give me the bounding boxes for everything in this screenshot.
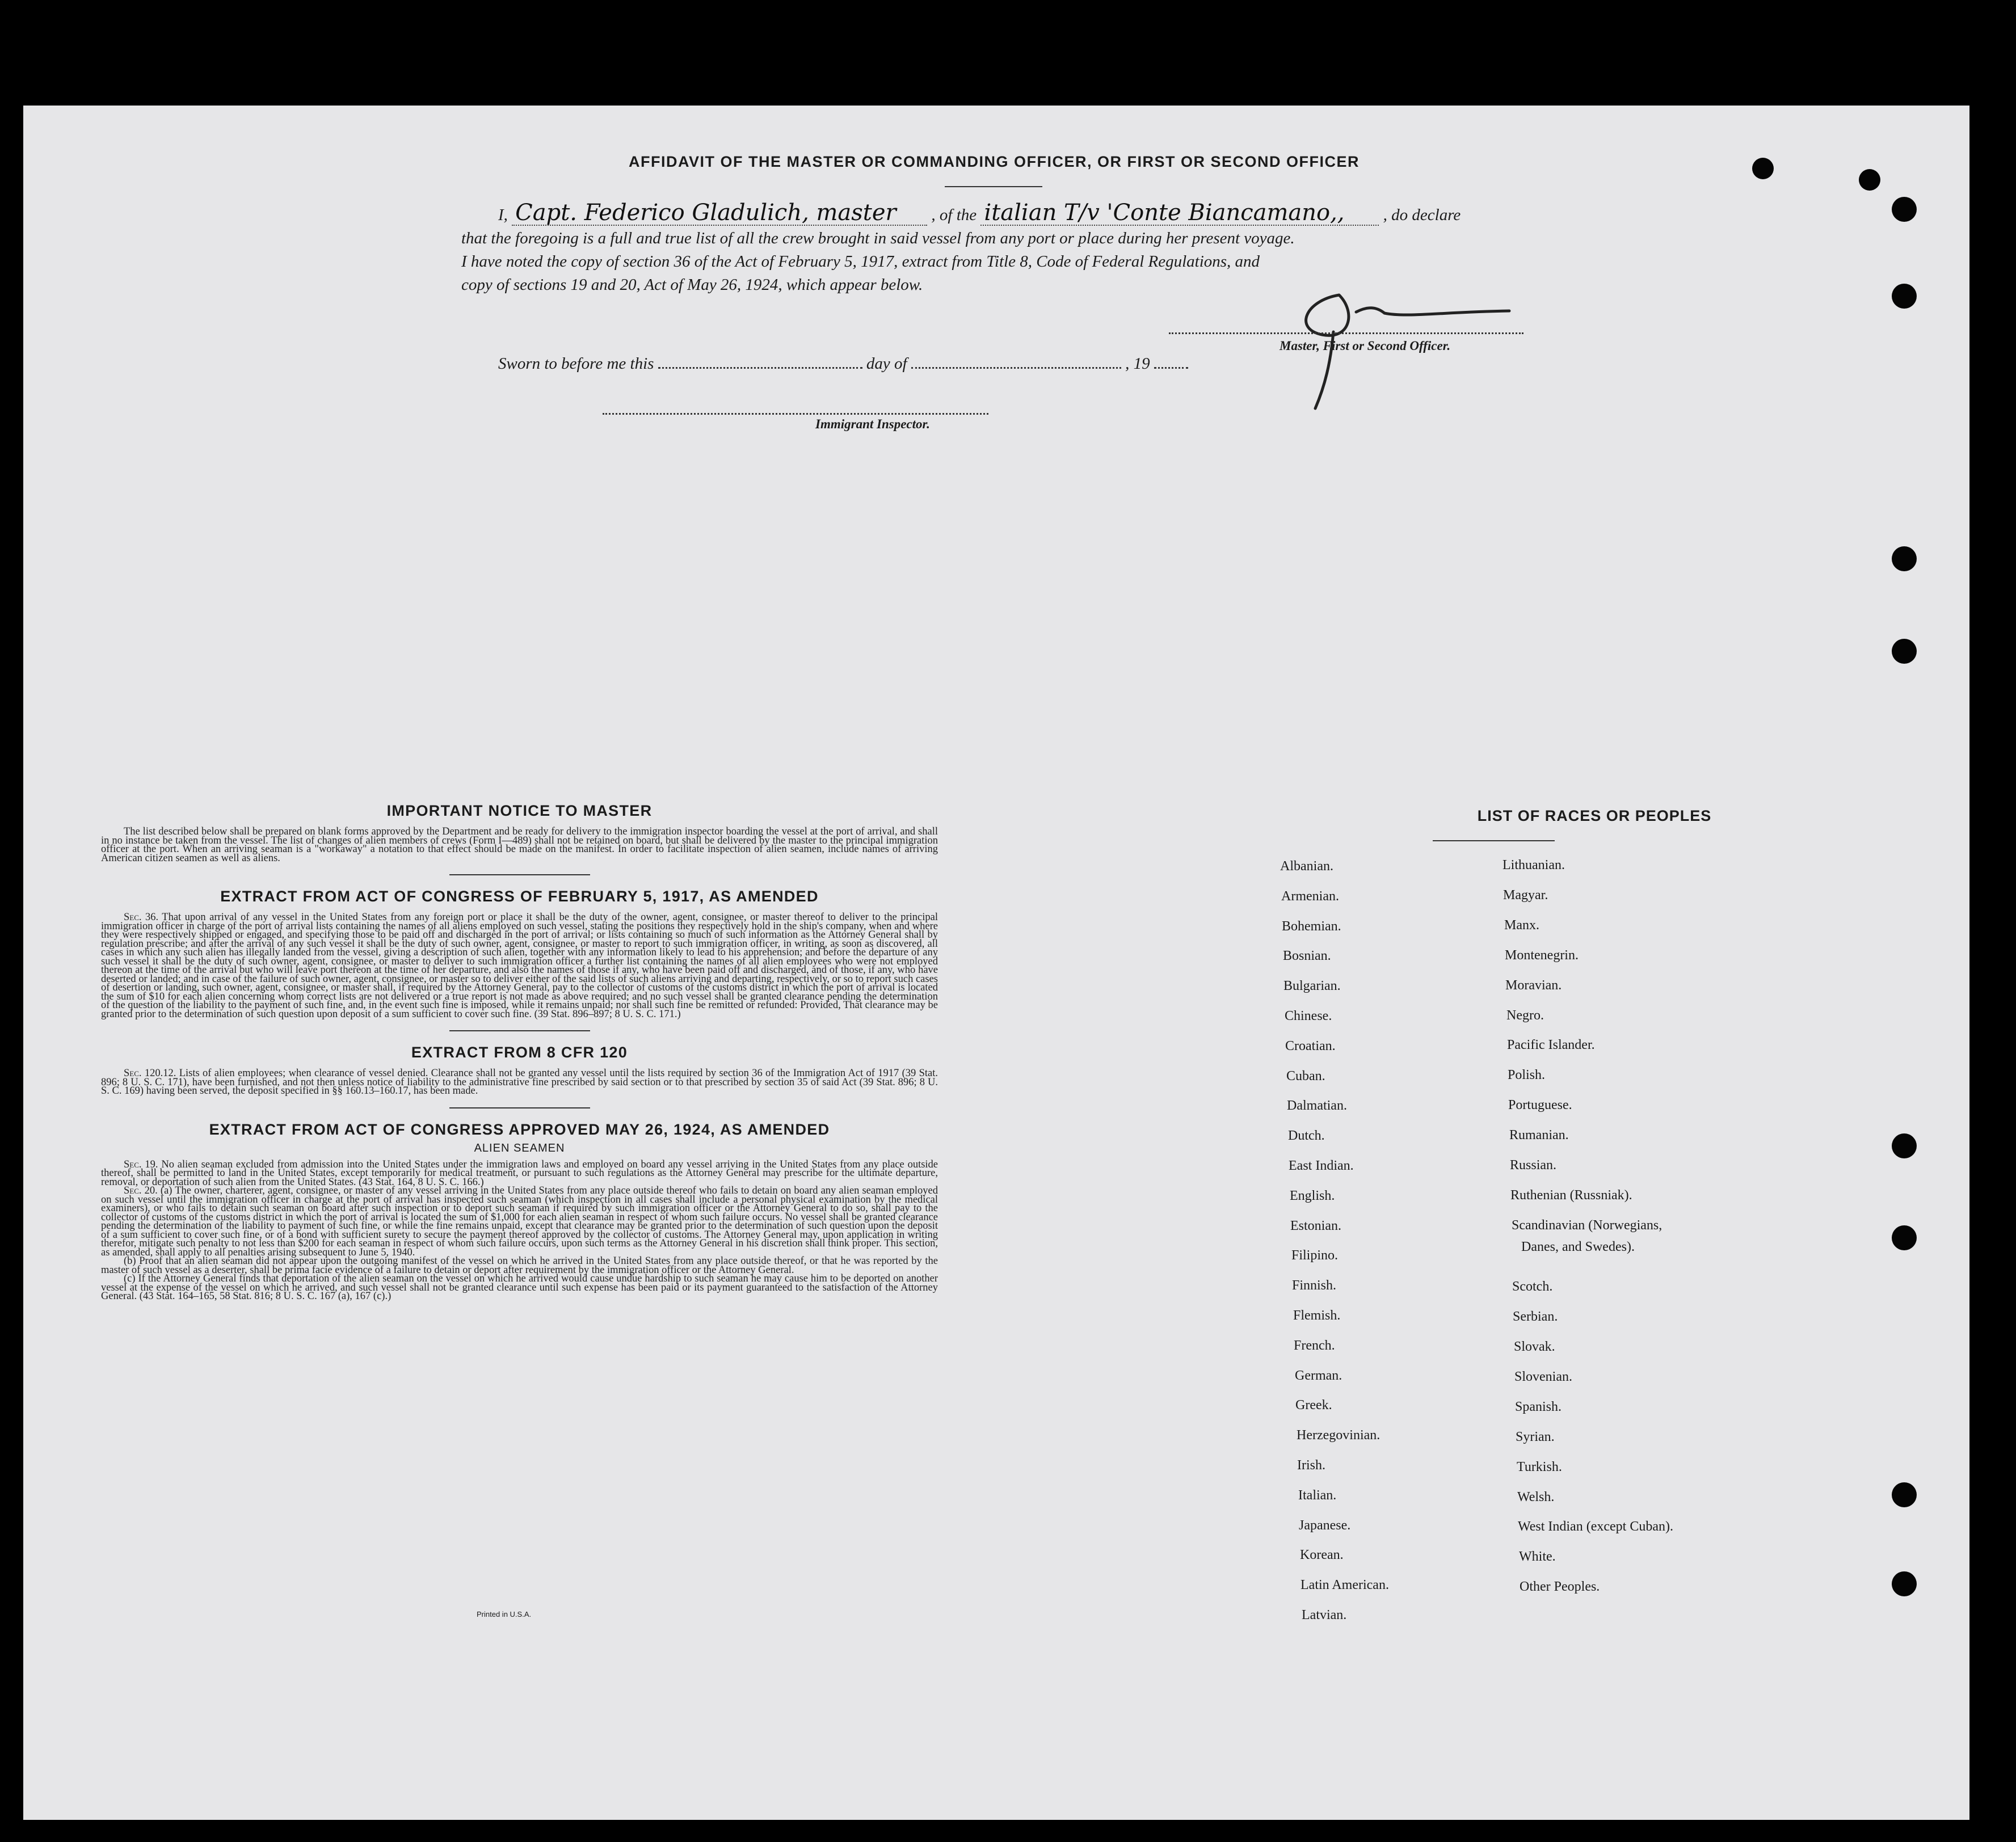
race-item: Portuguese. xyxy=(1508,1098,1572,1113)
race-item: Polish. xyxy=(1508,1068,1546,1083)
binder-hole xyxy=(1892,1482,1917,1507)
notice-title: IMPORTANT NOTICE TO MASTER xyxy=(386,802,653,819)
race-item: Italian. xyxy=(1298,1487,1337,1503)
race-item: Bulgarian. xyxy=(1283,979,1341,994)
sec20a-text: Sec. 20. (a) The owner, charterer, agent, consignee, or master of any vessel arriving in the United States from any place outside thereof who fails to detain on board any alien seaman employed on such vessel until the immigration officer in charge at the port of arrival has inspected such seaman (which inspection in all cases shall include a personal physical examination by the medical examiners), or who fails to detain such seaman on board after such inspection or to deport such seaman if required by such immigration officer or the Attorney General to do so, shall pay to the collector of customs of the customs district in which the port of arrival is located the sum of $1,000 for each alien seaman in respect of whom such failure occurs. No vessel shall be granted clearance pending the determination of the liability to payment of such fine, or while the fine remains unpaid, except that clearance may be granted prior to the determination of such question upon the deposit of a sum sufficient to cover such fine, or of a bond with sufficient surety to secure the payment thereof approved by the collector of customs. The Attorney General may, upon application in writing therefor, mitigate such penalty to not less than $200 for each seaman in respect of whom such failure occurs, upon such terms as the Attorney General in his discretion shall think proper. This section, as amended, shall apply to all penalties arising subsequent to June 5, 1940. xyxy=(101,1185,938,1258)
title-underline xyxy=(945,186,1042,187)
declaration-line-3: I have noted the copy of section 36 of the Act of February 5, 1917, extract from Title 8, Code of Federal Regulations, and xyxy=(461,252,1260,271)
binder-hole xyxy=(1892,284,1917,309)
race-item: Manx. xyxy=(1504,917,1539,933)
inspector-label: Immigrant Inspector. xyxy=(815,417,930,431)
extract-cfr-text: Sec. 120.12. Lists of alien employees; when clearance of vessel denied. Clearance shall not be granted any vessel until the lists required by section 36 of the Immigration Act of 1917 (39 Stat. 896; 8 U. S. C. 171), have been furnished, and not then unless notice of liability to the administrative fine prescribed by said section or to that prescribed by section 35 of said Act (39 Stat. 896; 8 U. S. C. 169) having been served, the deposit specified in §§ 160.13–160.17, has been made. xyxy=(101,1068,938,1097)
separator xyxy=(449,874,590,875)
race-item: Greek. xyxy=(1295,1398,1332,1413)
affidavit-title: AFFIDAVIT OF THE MASTER OR COMMANDING OFFICER, OR FIRST OR SECOND OFFICER xyxy=(629,153,1360,170)
race-item: Scotch. xyxy=(1512,1279,1553,1295)
binder-hole xyxy=(1892,1225,1917,1250)
master-name-field[interactable]: Capt. Federico Gladulich, master xyxy=(512,201,927,226)
race-item-continued: Danes, and Swedes). xyxy=(1521,1240,1635,1254)
race-item: Slovak. xyxy=(1514,1339,1555,1355)
race-item: Other Peoples. xyxy=(1520,1579,1600,1595)
binder-hole xyxy=(1892,546,1917,571)
race-item: Latin American. xyxy=(1300,1578,1389,1593)
binder-hole xyxy=(1892,1571,1917,1596)
signature-line xyxy=(1169,332,1523,334)
binder-hole xyxy=(1752,158,1774,179)
extract-1917-text: Sec. 36. That upon arrival of any vessel in the United States from any foreign port or place it shall be the duty of the owner, agent, consignee, or master thereof to deliver to the principal immigration officer in charge of the port of arrival lists containing the names of all aliens employed on such vessel, stating the positions they respectively hold in the ship's company, when and where they were respectively shipped or engaged, and specifying those to be paid off and discharged in the port of arrival; or lists containing so much of such information as the Attorney General shall by regulation prescribe; and after the arrival of any such vessel it shall be the duty of such owner, agent, consignee, or master to report to such immigration officer, in writing, as soon as discovered, all cases in which any such alien has illegally landed from the vessel, giving a description of such alien, together with any information likely to lead to his apprehension; and before the departure of any such vessel it shall be the duty of such owner, agent, consignee, or master to deliver to such immigration officer a further list containing the names of all alien employees who were not employed thereon at the time of the arrival but who will leave port thereon at the time of her departure, and also the names of those if any, who have been paid off and discharged, and of those, if any, who have deserted or landed; and in case of the failure of such owner, agent, consignee, or master so to deliver either of the said lists of such aliens arriving and departing, respectively, or so to report such cases of desertion or landing, such owner, agent, consignee, or master shall, if required by the Attorney General, pay to the collector of customs of the customs district in which the port of arrival is located the sum of $10 for each alien concerning whom correct lists are not delivered or a true report is not made as above required; and no such vessel shall be granted clearance pending the determination of the question of the liability to the payment of such fine, and, in the event such fine is imposed, while it remains unpaid; nor shall such fine be remitted or refunded: Provided, That clearance may be granted prior to the determination of such question upon deposit of a sum sufficient to cover such fine. (39 Stat. 896–897; 8 U. S. C. 171.) xyxy=(101,912,938,1020)
race-item: German. xyxy=(1295,1368,1342,1383)
races-title-underline xyxy=(1433,840,1555,841)
race-item: Serbian. xyxy=(1513,1309,1558,1325)
race-item: Irish. xyxy=(1297,1458,1325,1473)
race-item: Armenian. xyxy=(1281,888,1339,904)
race-item: Bohemian. xyxy=(1282,918,1341,934)
sec20c-text: (c) If the Attorney General finds that deportation of the alien seaman on the vessel on which he arrived would cause undue hardship to such seaman he may cause him to be deported on another vessel at the expense of the vessel on which he arrived, and such vessel shall not be granted clearance until such expense has been paid or its payment guaranteed to the satisfaction of the Attorney General. (43 Stat. 164–165, 58 Stat. 816; 8 U. S. C. 167 (a), 167 (c).) xyxy=(101,1273,938,1302)
word-of-the: , of the xyxy=(931,206,977,224)
race-item: Turkish. xyxy=(1517,1459,1562,1474)
race-item: Latvian. xyxy=(1302,1608,1347,1622)
race-item: Russian. xyxy=(1510,1158,1557,1173)
race-item: East Indian. xyxy=(1289,1158,1354,1173)
notice-text: The list described below shall be prepared on blank forms approved by the Department and be ready for delivery to the immigration inspector boarding the vessel at the port of arrival, and shall in no instance be taken from the vessel. The list of changes of alien members of crews (Form I—489) shall not be retained on board, but shall be delivered by the master to the principal immigration officer at the port. When an arriving seaman is a "workaway" a notation to that effect should be made on the manifest. In order to facilitate inspection of alien seamen, include names of arriving American citizen seamen as well as aliens. xyxy=(101,826,938,864)
alien-seamen-subtitle: ALIEN SEAMEN xyxy=(474,1141,565,1154)
race-item: Scandinavian (Norwegians, xyxy=(1512,1217,1663,1233)
race-item: Magyar. xyxy=(1503,887,1548,903)
extract-1924-title: EXTRACT FROM ACT OF CONGRESS APPROVED MAY 26, 1924, AS AMENDED xyxy=(209,1120,830,1138)
extract-cfr-title: EXTRACT FROM 8 CFR 120 xyxy=(411,1044,628,1061)
vessel-name-field[interactable]: italian T/v 'Conte Biancamano,, xyxy=(980,201,1379,226)
sec19-text: Sec. 19. No alien seaman excluded from admission into the United States under the immigration laws and employed on board any vessel arriving in the United States from any place outside thereof, shall be permitted to land in the United States, except temporarily for medical treatment, or pursuant to such regulations as the Attorney General may prescribe for the ultimate departure, removal, or deportation of such alien from the United States. (43 Stat. 164, 8 U. S. C. 166.) xyxy=(101,1158,938,1188)
race-item: French. xyxy=(1294,1338,1335,1353)
race-item: Filipino. xyxy=(1291,1248,1339,1263)
race-item: White. xyxy=(1519,1549,1556,1565)
binder-hole xyxy=(1859,169,1880,191)
separator xyxy=(449,1107,590,1108)
race-item: Negro. xyxy=(1506,1008,1544,1023)
declaration-line-1 xyxy=(461,201,1528,227)
race-item: Spanish. xyxy=(1515,1399,1562,1414)
binder-hole xyxy=(1892,639,1917,664)
race-item: West Indian (except Cuban). xyxy=(1518,1519,1673,1535)
sworn-date-field[interactable] xyxy=(658,356,862,369)
race-item: Slovenian. xyxy=(1514,1369,1572,1384)
race-item: Cuban. xyxy=(1286,1068,1325,1084)
race-item: Chinese. xyxy=(1285,1009,1332,1023)
declaration-line-4: copy of sections 19 and 20, Act of May 26, 1924, which appear below. xyxy=(461,276,923,294)
word-i: I, xyxy=(498,206,508,224)
sworn-year-label: , 19 xyxy=(1125,355,1150,373)
race-item: Dutch. xyxy=(1288,1128,1325,1144)
race-item: Herzegovinian. xyxy=(1297,1428,1381,1443)
separator xyxy=(449,1030,590,1031)
race-item: Flemish. xyxy=(1293,1308,1341,1323)
race-item: Welsh. xyxy=(1517,1489,1555,1504)
printed-in-usa: Printed in U.S.A. xyxy=(477,1610,532,1618)
sworn-day-label: day of xyxy=(866,355,907,373)
inspector-line xyxy=(603,413,988,415)
word-declare: , do declare xyxy=(1383,206,1461,224)
race-item: English. xyxy=(1290,1188,1335,1203)
race-item: Rumanian. xyxy=(1509,1128,1569,1143)
race-item: Korean. xyxy=(1300,1548,1344,1563)
race-item: Estonian. xyxy=(1290,1218,1341,1233)
extract-1917-title: EXTRACT FROM ACT OF CONGRESS OF FEBRUARY 5, 1917, AS AMENDED xyxy=(220,888,819,905)
race-item: Lithuanian. xyxy=(1502,858,1565,872)
race-item: Syrian. xyxy=(1516,1429,1555,1444)
race-item: Albanian. xyxy=(1280,859,1333,874)
sworn-prefix: Sworn to before me this xyxy=(498,355,654,373)
race-item: Dalmatian. xyxy=(1287,1098,1347,1114)
notices-column xyxy=(101,802,938,1301)
race-item: Croatian. xyxy=(1285,1038,1336,1053)
race-item: Moravian. xyxy=(1505,977,1562,993)
signer-label: Master, First or Second Officer. xyxy=(1280,339,1451,353)
sec20b-text: (b) Proof that an alien seaman did not appear upon the outgoing manifest of the vessel on which he arrived in the United States from any place outside thereof, or that he was reported by the master of such vessel as a deserter, shall be prima facie evidence of a failure to detain or deport after requirement by the immigration officer or the Attorney General. xyxy=(101,1255,938,1276)
sworn-line xyxy=(498,355,1293,373)
binder-hole xyxy=(1892,197,1917,222)
binder-hole xyxy=(1892,1133,1917,1158)
races-title: LIST OF RACES OR PEOPLES xyxy=(1477,807,1712,824)
sworn-year-field[interactable] xyxy=(1154,356,1188,369)
race-item: Pacific Islander. xyxy=(1507,1038,1595,1053)
declaration-line-2: that the foregoing is a full and true list of all the crew brought in said vessel from any port or place during her present voyage. xyxy=(461,229,1295,247)
race-item: Ruthenian (Russniak). xyxy=(1510,1187,1632,1203)
race-item: Montenegrin. xyxy=(1505,947,1579,963)
race-item: Japanese. xyxy=(1299,1518,1351,1533)
race-item: Bosnian. xyxy=(1283,949,1331,964)
sworn-month-field[interactable] xyxy=(911,356,1121,369)
race-item: Finnish. xyxy=(1292,1278,1337,1293)
